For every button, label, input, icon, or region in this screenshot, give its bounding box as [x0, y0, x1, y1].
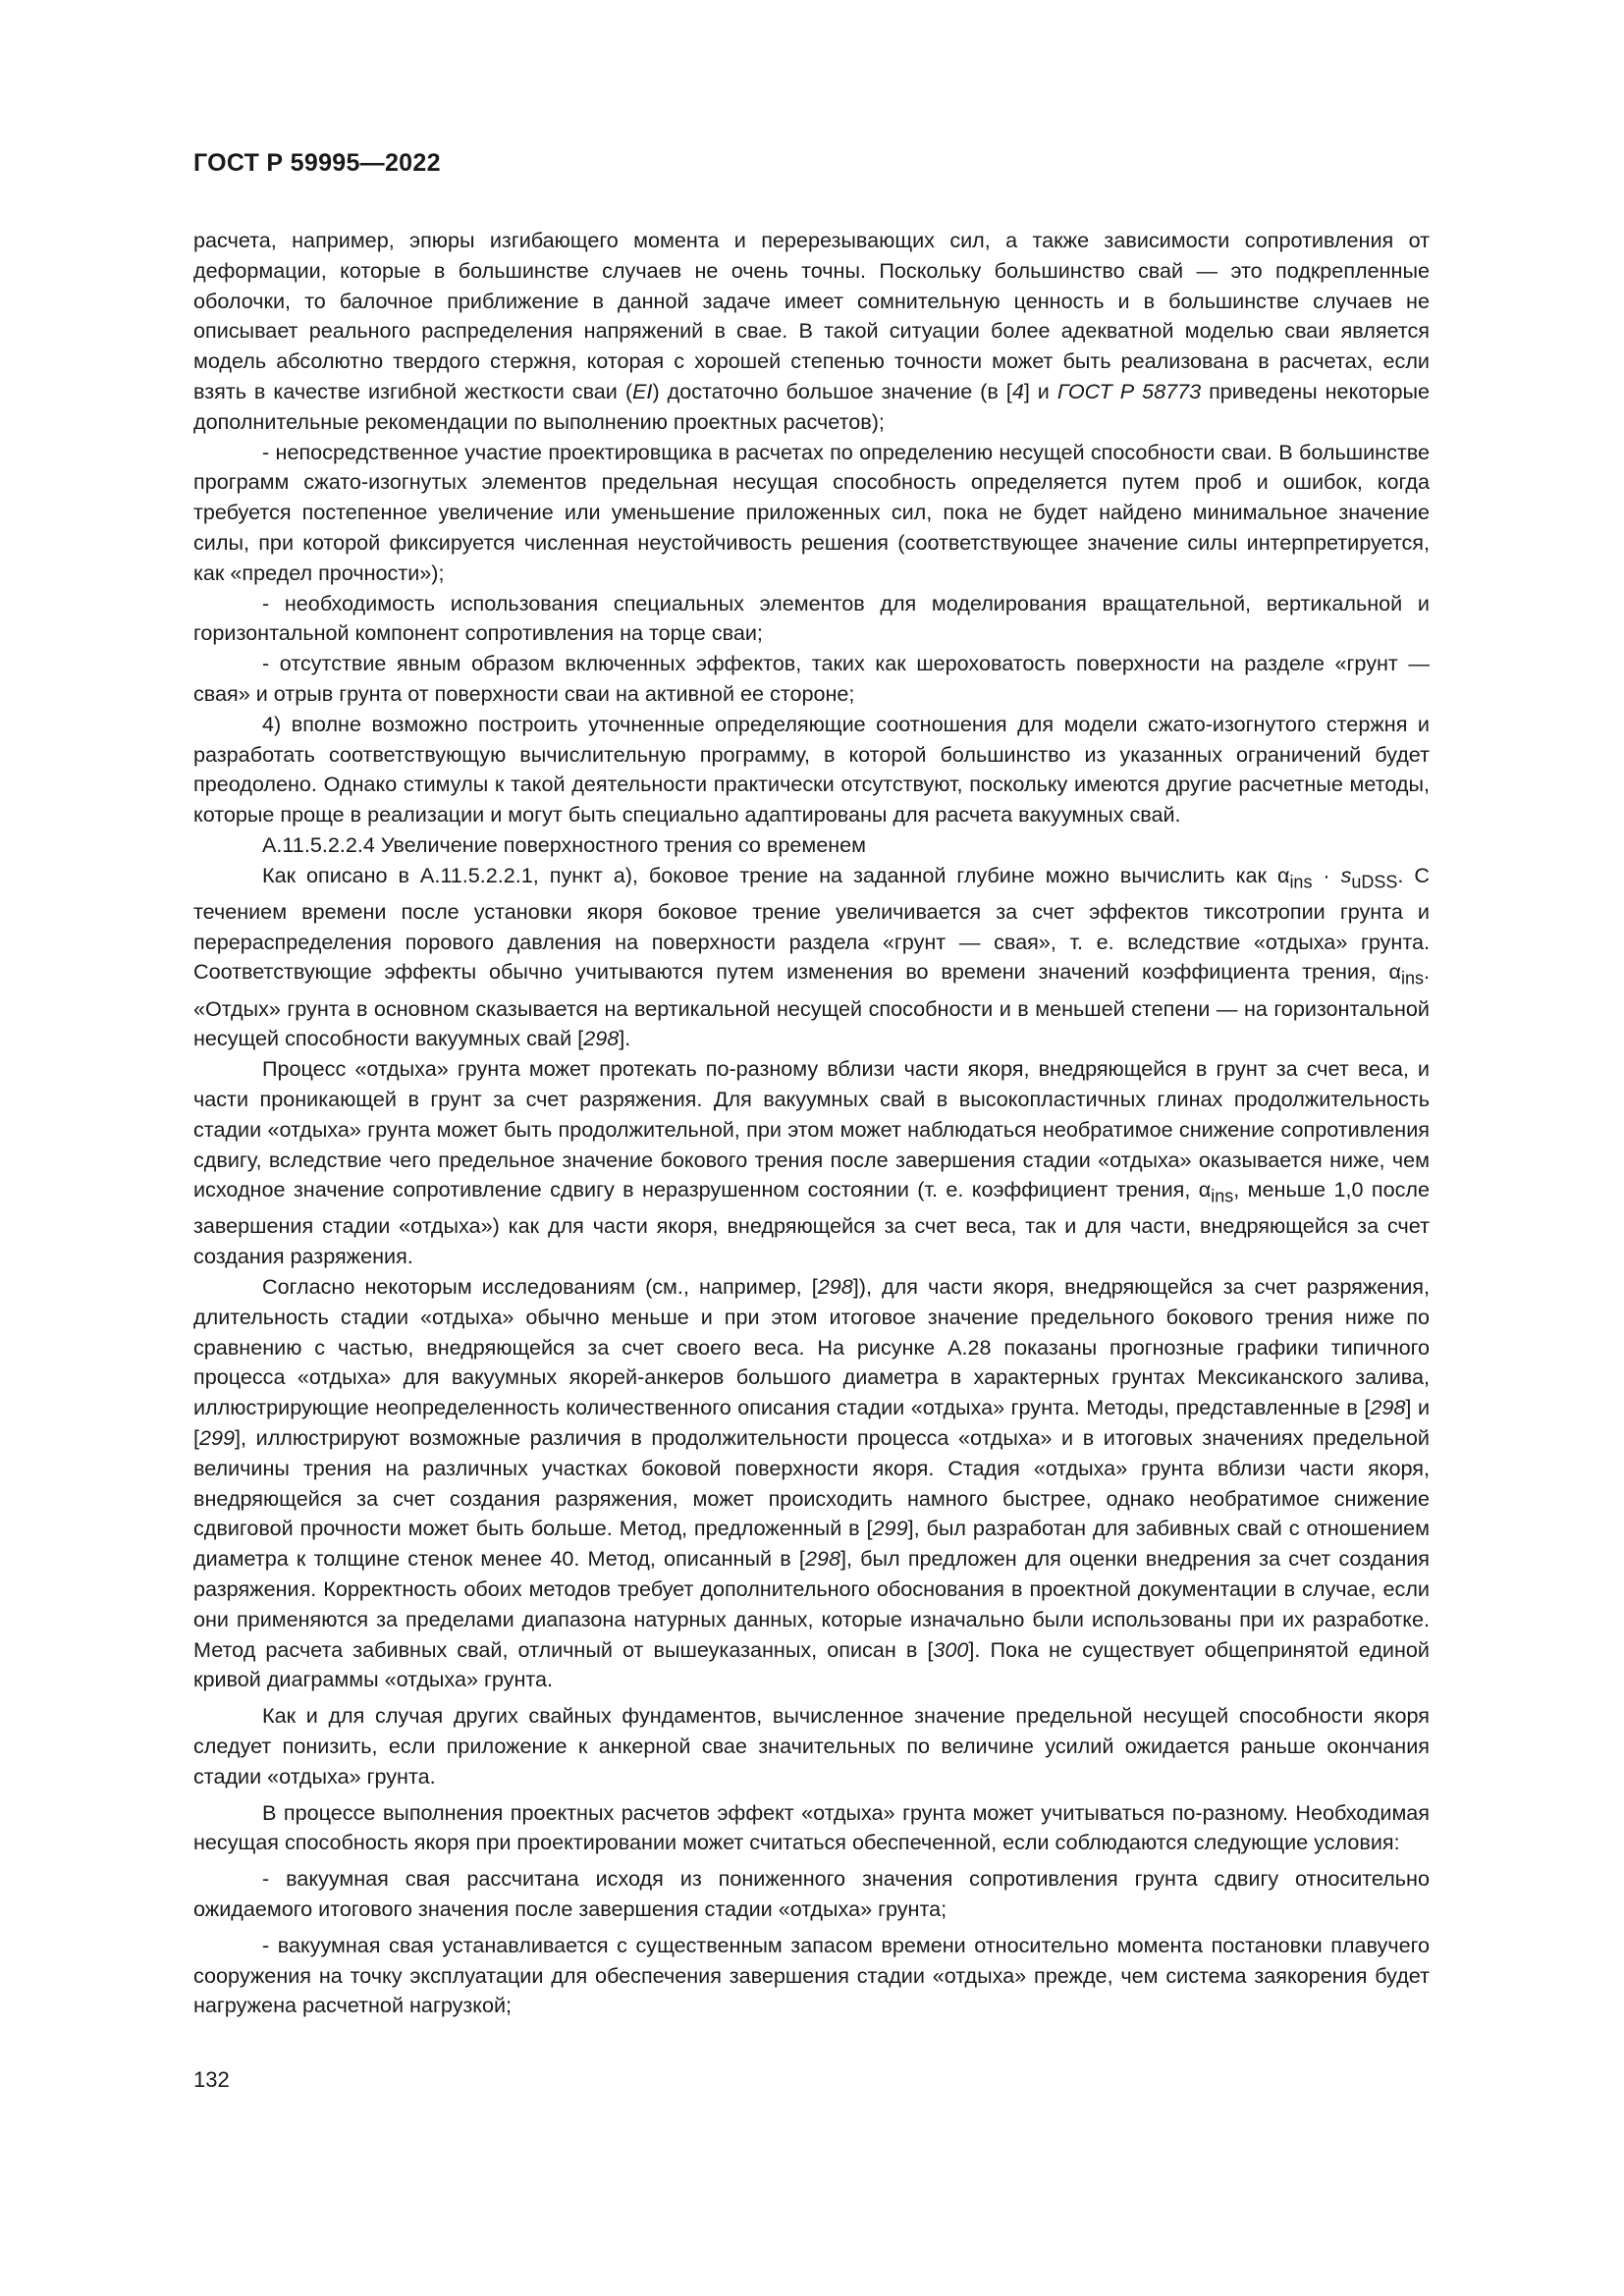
paragraph: Как описано в А.11.5.2.2.1, пункт а), боковое трение на заданной глубине можно вычислить как $\alpha_{ins} \cdot s_{uDSS}$. С течением времени после установки якоря боковое трение увеличивается за счет эффектов тиксотропии грунта и перераспределения порового давления на поверхности раздела «грунт — свая», т. е. вследствие «отдыха» грунта. Соответствующие эффекты обычно учитываются путем изменения во времени значений коэффициента трения, $\alpha_{ins}$. «Отдых» грунта в основном сказывается на вертикальной несущей способности и в меньшей степени — на горизонтальной несущей способности вакуумных свай [298]. [193, 862, 1430, 1051]
paragraph: Согласно некоторым исследованиям (см., например, [298]), для части якоря, внедряющейся за счет разряжения, длительность стадии «отдыха» обычно меньше и при этом итоговое значение предельного бокового трения ниже по сравнению с частью, внедряющейся за счет своего веса. На рисунке А.28 показаны прогнозные графики типичного процесса «отдыха» для вакуумных якорей-анкеров большого диаметра в характерных грунтах Мексиканского залива, иллюстрирующие неопределенность количественного описания стадии «отдыха» грунта. Методы, представленные в [298] и [299], иллюстрируют возможные различия в продолжительности процесса «отдыха» и в итоговых значениях предельной величины трения на различных участках боковой поверхности якоря. Стадия «отдыха» грунта вблизи части якоря, внедряющейся за счет создания разряжения, может происходить намного быстрее, однако необратимое снижение сдвиговой прочности может быть больше. Метод, предложенный в [299], был разработан для забивных свай с отношением диаметра к толщине стенок менее 40. Метод, описанный в [298], был предложен для оценки внедрения за счет создания разряжения. Корректность обоих методов требует дополнительного обоснования в проектной документации в случае, если они применяются за пределами диапазона натурных данных, которые изначально были использованы при их разработке. Метод расчета забивных свай, отличный от вышеуказанных, описан в [300]. Пока не существует общепринятой единой кривой диаграммы «отдыха» грунта. [193, 1274, 1430, 1692]
paragraph: расчета, например, эпюры изгибающего момента и перерезывающих сил, а также зависимости сопротивления от деформации, которые в большинстве случаев не очень точны. Поскольку большинство свай — это подкрепленные оболочки, то балочное приближение в данной задаче имеет сомнительную ценность и в большинстве случаев не описывает реального распределения напряжений в свае. В такой ситуации более адекватной моделью сваи является модель абсолютно твердого стержня, которая с хорошей степенью точности может быть реализована в расчетах, если взять в качестве изгибной жесткости сваи (EI) достаточно большое значение (в [4] и ГОСТ Р 58773 приведены некоторые дополнительные рекомендации по выполнению проектных расчетов); [193, 228, 1430, 434]
paragraph: - вакуумная свая устанавливается с существенным запасом времени относительно момента постановки плавучего сооружения на точку эксплуатации для обеспечения завершения стадии «отдыха» прежде, чем система заякорения будет нагружена расчетной нагрузкой; [193, 1932, 1430, 2018]
document-body [193, 226, 1430, 2021]
paragraph: - отсутствие явным образом включенных эффектов, таких как шероховатость поверхности на разделе «грунт — свая» и отрыв грунта от поверхности сваи на активной ее стороне; [193, 651, 1430, 706]
paragraph: - необходимость использования специальных элементов для моделирования вращательной, вертикальной и горизонтальной компонент сопротивления на торце сваи; [193, 590, 1430, 646]
paragraph: - непосредственное участие проектировщика в расчетах по определению несущей способности сваи. В большинстве программ сжато-изогнутых элементов предельная несущая способность определяется путем проб и ошибок, когда требуется постепенное увеличение или уменьшение приложенных сил, пока не будет найдено минимальное значение силы, при которой фиксируется численная неустойчивость решения (соответствующее значение силы интерпретируется, как «предел прочности»); [193, 439, 1430, 585]
page-number: 132 [193, 2067, 230, 2092]
section-heading: А.11.5.2.2.4 Увеличение поверхностного трения со временем [262, 831, 867, 857]
paragraph: В процессе выполнения проектных расчетов эффект «отдыха» грунта может учитываться по-разному. Необходимая несущая способность якоря при проектировании может считаться обеспеченной, если соблюдаются следующие условия: [193, 1799, 1430, 1855]
paragraph: 4) вполне возможно построить уточненные определяющие соотношения для модели сжато-изогнутого стержня и разработать соответствующую вычислительную программу, в которой большинство из указанных ограничений будет преодолено. Однако стимулы к такой деятельности практически отсутствуют, поскольку имеются другие расчетные методы, которые проще в реализации и могут быть специально адаптированы для расчета вакуумных свай. [193, 711, 1430, 828]
paragraph: Процесс «отдыха» грунта может протекать по-разному вблизи части якоря, внедряющейся в грунт за счет веса, и части проникающей в грунт за счет разряжения. Для вакуумных свай в высокопластичных глинах продолжительность стадии «отдыха» грунта может быть продолжительной, при этом может наблюдаться необратимое снижение сопротивления сдвигу, вследствие чего предельное значение бокового трения после завершения стадии «отдыха» оказывается ниже, чем исходное значение сопротивление сдвигу в неразрушенном состоянии (т. е. коэффициент трения, $\alpha_{ins}$, меньше 1,0 после завершения стадии «отдыха») как для части якоря, внедряющейся за счет веса, так и для части, внедряющейся за счет создания разряжения. [193, 1056, 1430, 1269]
paragraph: Как и для случая других свайных фундаментов, вычисленное значение предельной несущей способности якоря следует понизить, если приложение к анкерной свае значительных по величине усилий ожидается раньше окончания стадии «отдыха» грунта. [193, 1703, 1430, 1789]
document-header: ГОСТ Р 59995—2022 [193, 149, 441, 177]
paragraph: - вакуумная свая рассчитана исходя из пониженного значения сопротивления грунта сдвигу относительно ожидаемого итогового значения после завершения стадии «отдыха» грунта; [193, 1866, 1430, 1921]
